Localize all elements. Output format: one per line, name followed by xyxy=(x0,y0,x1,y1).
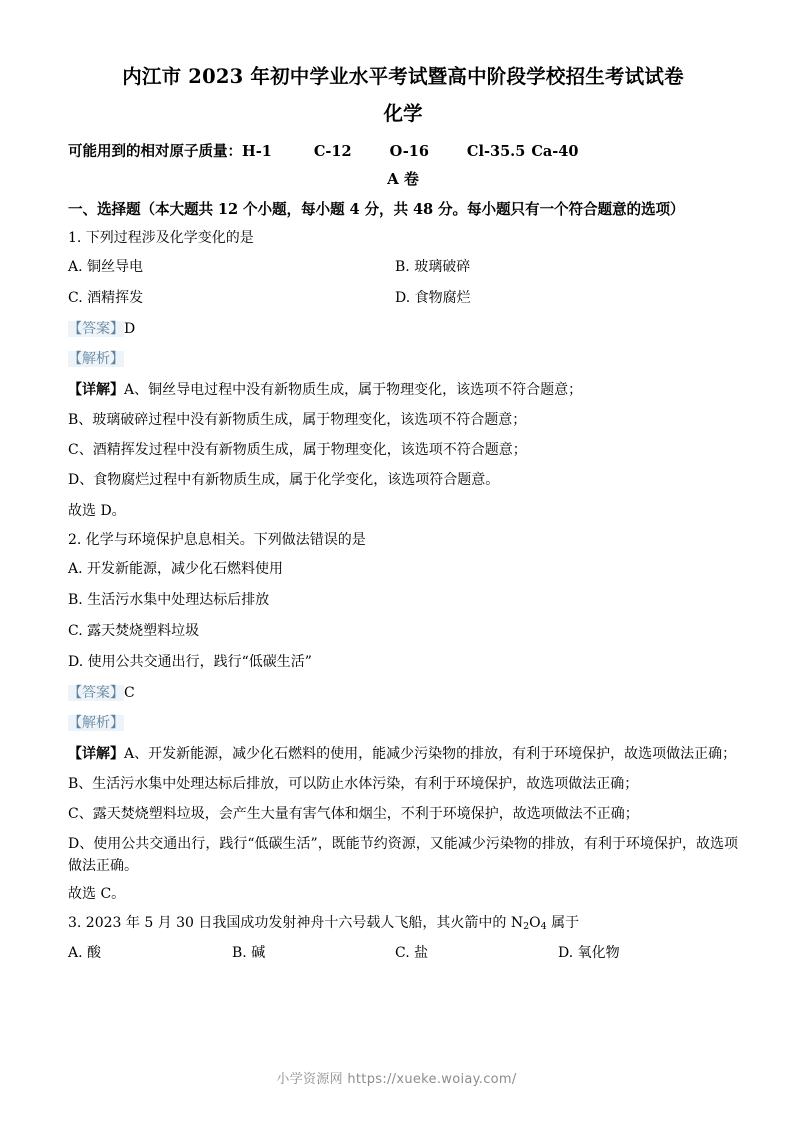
section-heading: 一、选择题（本大题共 12 个小题，每小题 4 分，共 48 分。每小题只有一个符合题意的选项） xyxy=(68,201,685,219)
option-c[interactable]: C. 酒精挥发 xyxy=(68,290,144,307)
formula-subscript: 2 xyxy=(523,921,530,933)
option-row xyxy=(68,590,738,611)
relative-atomic-mass-line xyxy=(68,141,738,163)
conclusion-line: 故选 D。 xyxy=(68,502,126,519)
detail-line xyxy=(68,743,738,765)
answer-marker: 【答案】 xyxy=(68,684,124,701)
subject-title: 化学 xyxy=(383,102,423,126)
question-stem-prefix: 3. 2023 年 5 月 30 日我国成功发射神舟十六号载人飞船，其火箭中的 N xyxy=(68,915,524,932)
detail-line: B、生活污水集中处理达标后排放，可以防止水体污染，有利于环境保护，故选项做法正确； xyxy=(68,775,639,792)
answer-value: D xyxy=(124,321,136,338)
option-row xyxy=(68,559,738,580)
detail-line: D、食物腐烂过程中有新物质生成，属于化学变化，该选项符合题意。 xyxy=(68,472,500,489)
analysis-marker: 【解析】 xyxy=(68,714,124,731)
detail-marker: 【详解】 xyxy=(68,382,124,399)
detail-line: C、露天焚烧塑料垃圾，会产生大量有害气体和烟尘，不利于环境保护，故选项做法不正确； xyxy=(68,805,639,822)
detail-line: B、玻璃破碎过程中没有新物质生成，属于物理变化，该选项不符合题意； xyxy=(68,412,527,429)
atomic-mass-ca: Ca-40 xyxy=(531,142,579,160)
formula-subscript: 4 xyxy=(540,921,547,933)
answer-value: C xyxy=(124,684,135,701)
detail-line: C、酒精挥发过程中没有新物质生成，属于物理变化，该选项不符合题意； xyxy=(68,442,527,459)
analysis-marker: 【解析】 xyxy=(68,351,124,368)
answer-line xyxy=(68,319,738,340)
atomic-mass-o: O-16 xyxy=(389,142,429,160)
answer-line xyxy=(68,683,738,704)
option-row xyxy=(68,943,738,964)
atomic-mass-label: 可能用到的相对原子质量： xyxy=(68,142,242,160)
option-c[interactable]: C. 盐 xyxy=(395,944,429,961)
option-b[interactable]: B. 玻璃破碎 xyxy=(395,259,471,276)
detail-marker: 【详解】 xyxy=(68,745,124,762)
option-row xyxy=(68,652,738,673)
question-stem xyxy=(68,913,738,934)
option-row xyxy=(68,621,738,642)
analysis-line xyxy=(68,713,738,734)
question-stem: 1. 下列过程涉及化学变化的是 xyxy=(68,230,254,247)
conclusion-line: 故选 C。 xyxy=(68,886,126,903)
analysis-line xyxy=(68,349,738,370)
option-c[interactable]: C. 露天焚烧塑料垃圾 xyxy=(68,622,200,639)
detail-text: A、铜丝导电过程中没有新物质生成，属于物理变化，该选项不符合题意； xyxy=(124,382,583,399)
watermark: 小学资源网 https://xueke.woiay.com/ xyxy=(276,1072,517,1087)
formula-element: O xyxy=(529,915,541,932)
option-a[interactable]: A. 开发新能源，减少化石燃料使用 xyxy=(68,560,284,577)
question-stem: 2. 化学与环境保护息息相关。下列做法错误的是 xyxy=(68,531,366,548)
atomic-mass-cl: Cl-35.5 xyxy=(466,142,526,160)
option-a[interactable]: A. 铜丝导电 xyxy=(68,259,144,276)
option-row xyxy=(68,257,738,278)
option-b[interactable]: B. 生活污水集中处理达标后排放 xyxy=(68,591,270,608)
detail-line xyxy=(68,379,738,401)
answer-marker: 【答案】 xyxy=(68,321,124,338)
question-stem-suffix: 属于 xyxy=(546,915,580,932)
option-d[interactable]: D. 使用公共交通出行，践行“低碳生活” xyxy=(68,653,312,670)
option-b[interactable]: B. 碱 xyxy=(232,944,266,961)
option-d[interactable]: D. 食物腐烂 xyxy=(395,290,471,307)
detail-text: A、开发新能源，减少化石燃料的使用，能减少污染物的排放，有利于环境保护，故选项做法正确； xyxy=(124,745,737,762)
option-row xyxy=(68,288,738,309)
detail-line: D、使用公共交通出行，践行“低碳生活”，既能节约资源，又能减少污染物的排放，有利于环境保护，故选项做法正确。 xyxy=(68,836,738,875)
atomic-mass-h: H-1 xyxy=(242,142,272,160)
option-a[interactable]: A. 酸 xyxy=(68,944,102,961)
paper-mark: A 卷 xyxy=(387,170,419,189)
atomic-mass-c: C-12 xyxy=(313,142,352,160)
option-d[interactable]: D. 氧化物 xyxy=(558,944,620,961)
page-title: 内江市 2023 年初中学业水平考试暨高中阶段学校招生考试试卷 xyxy=(122,65,684,88)
